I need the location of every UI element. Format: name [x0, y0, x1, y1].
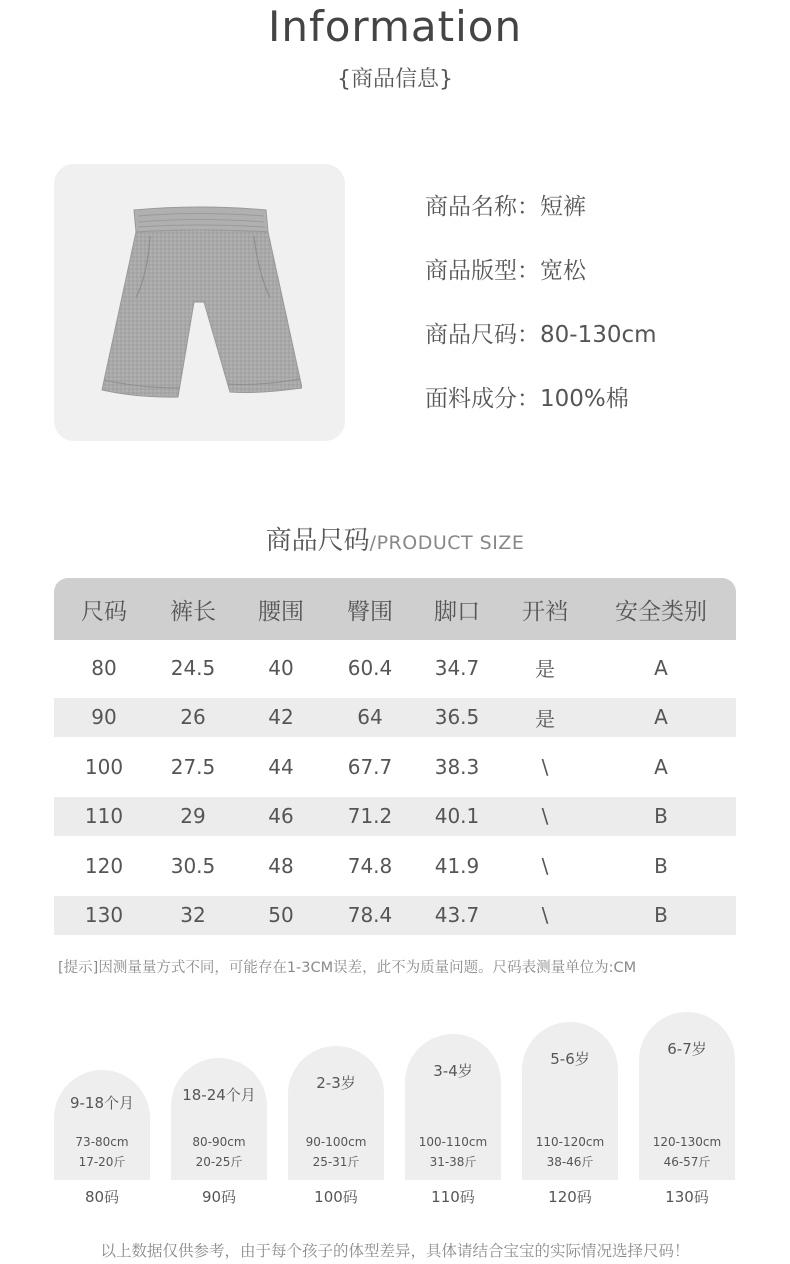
table-row	[54, 648, 736, 687]
table-cell: 120	[84, 853, 124, 878]
info-value: 100%棉	[540, 386, 629, 412]
table-cell: 41.9	[434, 853, 480, 878]
table-header	[54, 578, 736, 640]
table-cell: 44	[268, 754, 294, 779]
info-row-fit	[425, 252, 657, 316]
table-cell: B	[654, 853, 668, 878]
table-cell: 42	[268, 705, 294, 729]
arch-height-label: 100-110cm	[418, 1135, 488, 1149]
arch-age-label: 18-24个月	[182, 1086, 256, 1104]
arch-weight-label: 31-38斤	[429, 1155, 477, 1169]
header-cell: 臀围	[347, 598, 393, 625]
info-label: 商品尺码：	[425, 322, 540, 348]
table-cell: \	[541, 804, 549, 828]
footer-note: 以上数据仅供参考，由于每个孩子的体型差异，具体请结合宝宝的实际情况选择尺码！	[100, 1242, 690, 1260]
page-title: Information	[267, 2, 523, 51]
table-cell: \	[541, 754, 549, 779]
table-cell: \	[541, 853, 549, 878]
table-cell: 27.5	[170, 754, 216, 779]
table-cell: 是	[535, 706, 555, 731]
arch-age-label: 6-7岁	[667, 1040, 707, 1058]
table-cell: 43.7	[434, 903, 480, 927]
arch-weight-label: 25-31斤	[312, 1155, 360, 1169]
table-cell: 29	[180, 804, 206, 828]
age-arch-100	[288, 1046, 384, 1180]
size-title-en: /PRODUCT SIZE	[369, 532, 525, 554]
table-cell: 38.3	[434, 754, 480, 779]
table-cell: 71.2	[347, 804, 393, 828]
arch-age-label: 2-3岁	[316, 1074, 356, 1092]
table-cell: A	[654, 754, 668, 779]
table-cell: \	[541, 903, 549, 927]
header-cell: 腰围	[258, 598, 304, 625]
shorts-icon	[98, 202, 302, 402]
table-cell: 30.5	[170, 853, 216, 878]
table-row	[54, 698, 736, 737]
table-cell: 48	[268, 853, 294, 878]
table-row	[54, 896, 736, 935]
table-cell: 是	[535, 657, 555, 681]
table-cell: 24.5	[170, 655, 216, 680]
table-row	[54, 747, 736, 786]
arch-weight-label: 38-46斤	[546, 1155, 594, 1169]
arch-weight-label: 46-57斤	[663, 1155, 711, 1169]
arch-age-label: 5-6岁	[550, 1050, 590, 1068]
header-cell: 开裆	[522, 598, 568, 625]
table-cell: A	[654, 705, 668, 729]
arch-weight-label: 20-25斤	[195, 1155, 243, 1169]
product-image-card	[54, 164, 345, 441]
info-row-name	[425, 188, 657, 252]
info-label: 商品版型：	[425, 258, 540, 284]
table-cell: B	[654, 804, 668, 828]
info-row-size	[425, 316, 657, 380]
table-cell: 26	[180, 705, 206, 729]
table-cell: 80	[91, 655, 117, 680]
table-row	[54, 846, 736, 885]
age-arch-80	[54, 1070, 150, 1180]
table-cell: 36.5	[434, 705, 480, 729]
table-cell: 90	[91, 705, 117, 729]
arch-age-label: 3-4岁	[433, 1062, 473, 1080]
arch-size-label: 100码	[314, 1188, 358, 1206]
arch-height-label: 120-130cm	[652, 1135, 722, 1149]
table-cell: 100	[84, 754, 124, 779]
table-cell: A	[654, 655, 668, 680]
size-title-cn: 商品尺码	[265, 526, 370, 556]
arch-age-label: 9-18个月	[69, 1094, 135, 1112]
table-cell: 67.7	[347, 754, 393, 779]
header-cell: 裤长	[170, 598, 216, 625]
size-section-title	[0, 520, 790, 557]
arch-size-label: 80码	[84, 1188, 120, 1206]
age-arch-120	[522, 1022, 618, 1180]
table-cell: 34.7	[434, 655, 480, 680]
info-value: 宽松	[540, 258, 586, 284]
size-table	[54, 578, 736, 935]
product-info-list	[425, 188, 657, 444]
table-cell: B	[654, 903, 668, 927]
table-cell: 78.4	[347, 903, 393, 927]
arch-height-label: 90-100cm	[305, 1135, 367, 1149]
table-cell: 110	[84, 804, 124, 828]
header-cell: 安全类别	[615, 598, 707, 625]
table-cell: 40.1	[434, 804, 480, 828]
header-cell: 尺码	[81, 598, 127, 625]
table-row	[54, 797, 736, 836]
table-cell: 64	[357, 705, 383, 729]
measurement-tip: [提示]因测量量方式不同，可能存在1-3CM误差，此不为质量问题。尺码表测量单位为:CM	[58, 960, 637, 976]
arch-size-label: 120码	[548, 1188, 592, 1206]
arch-size-label: 90码	[201, 1188, 237, 1206]
info-label: 商品名称：	[425, 194, 540, 220]
header-cell: 脚口	[434, 598, 480, 625]
page-subtitle: {商品信息}	[337, 67, 453, 92]
age-arch-130	[639, 1012, 735, 1180]
age-arch-90	[171, 1058, 267, 1180]
arch-size-label: 110码	[431, 1188, 475, 1206]
info-row-fabric	[425, 380, 657, 444]
table-cell: 50	[268, 903, 294, 927]
info-label: 面料成分：	[425, 386, 540, 412]
arch-height-label: 110-120cm	[535, 1135, 605, 1149]
age-arch-110	[405, 1034, 501, 1180]
arch-weight-label: 17-20斤	[78, 1155, 126, 1169]
table-cell: 60.4	[347, 655, 393, 680]
arch-size-label: 130码	[665, 1188, 709, 1206]
table-cell: 74.8	[347, 853, 393, 878]
arch-height-label: 73-80cm	[75, 1135, 129, 1149]
table-cell: 32	[180, 903, 206, 927]
arch-height-label: 80-90cm	[192, 1135, 246, 1149]
info-value: 80-130cm	[540, 322, 657, 348]
table-cell: 46	[268, 804, 294, 828]
table-cell: 40	[268, 655, 294, 680]
info-value: 短裤	[540, 194, 586, 220]
table-cell: 130	[84, 903, 124, 927]
